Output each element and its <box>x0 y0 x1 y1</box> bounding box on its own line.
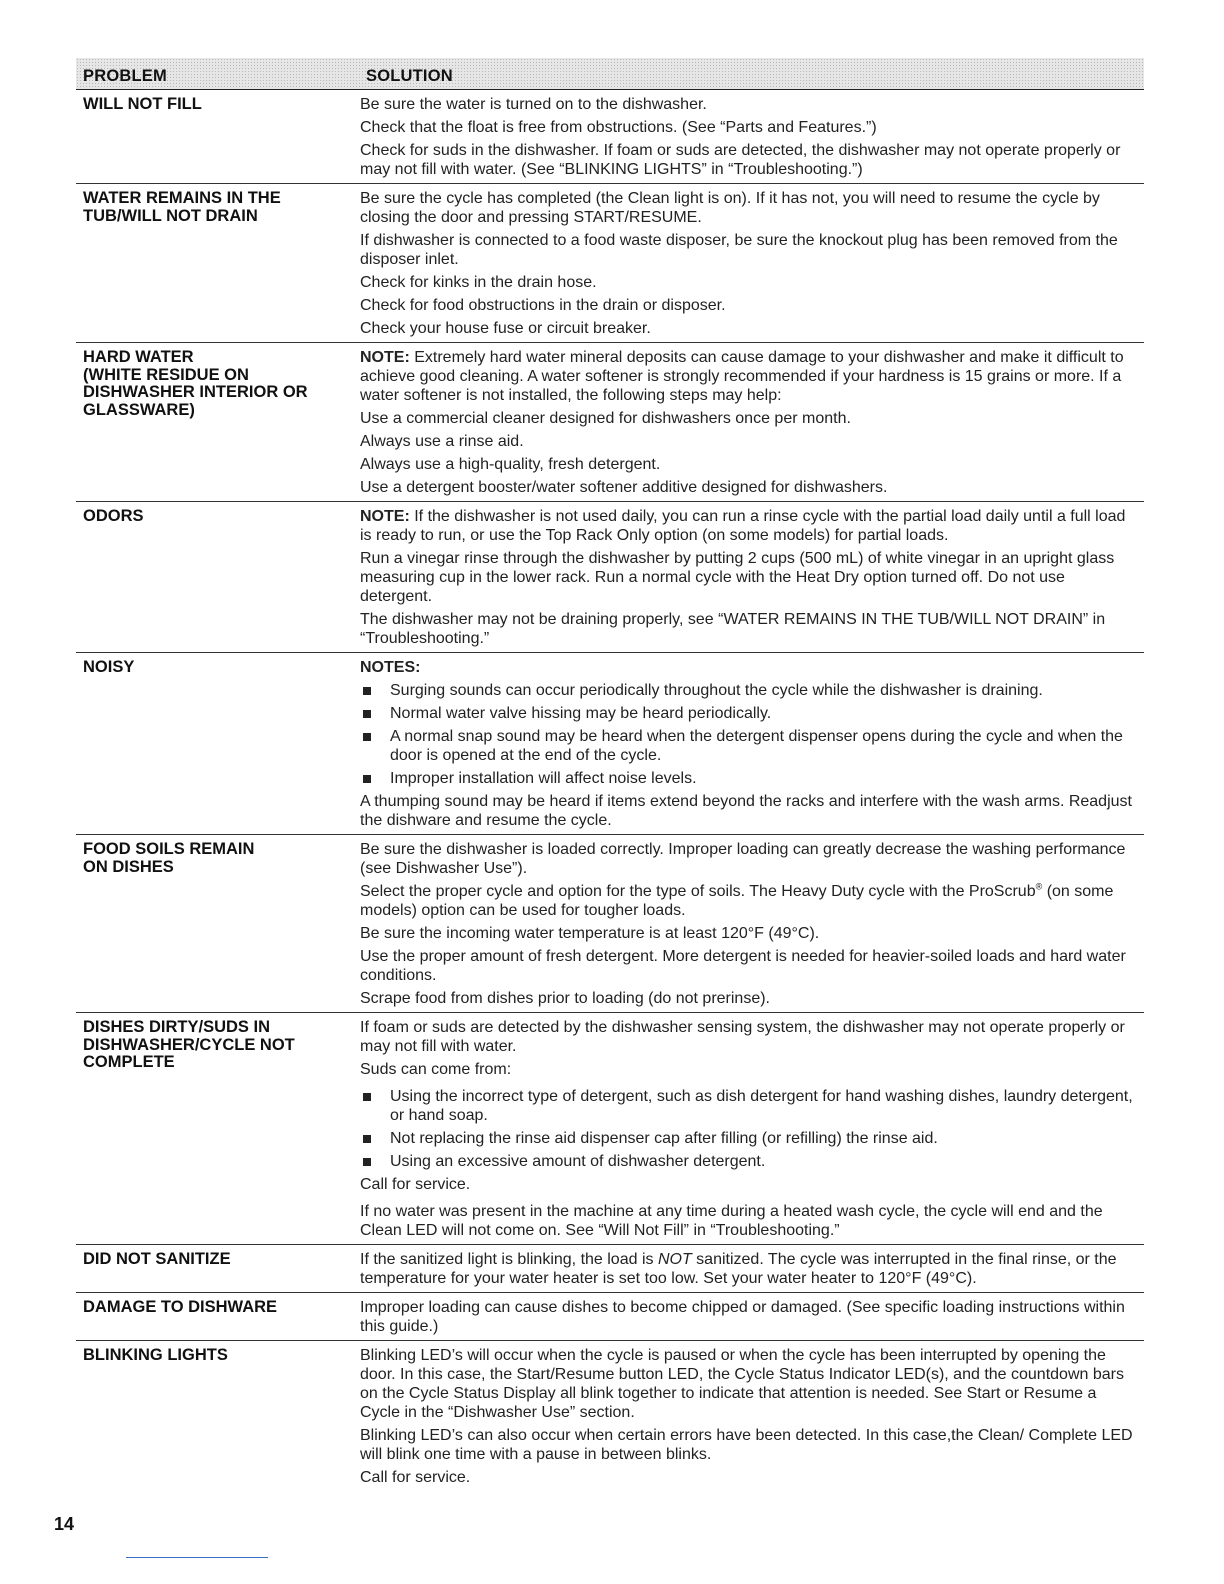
problem-label: HARD WATER <box>83 348 194 366</box>
list-item <box>360 681 1138 700</box>
table-row-dishes-dirty <box>76 1013 1144 1245</box>
footer-rule <box>126 1557 268 1558</box>
problem-cell <box>76 658 360 830</box>
problem-label: WATER REMAINS IN THE <box>83 189 281 207</box>
list-item <box>360 1129 1138 1148</box>
solution-cell <box>360 1250 1144 1288</box>
solution-text: Call for service. <box>360 1176 471 1193</box>
problem-label: FOOD SOILS REMAIN <box>83 840 255 858</box>
solution-text: A thumping sound may be heard if items extend beyond the racks and interfere with the wash arms. Readjust the dishware and resume the cycle. <box>360 793 1132 829</box>
solution-text: If no water was present in the machine at any time during a heated wash cycle, the cycle will end and the Clean LED will not come on. See “Will Not Fill” in “Troubleshooting.” <box>360 1203 1103 1239</box>
solution-text: Run a vinegar rinse through the dishwasher by putting 2 cups (500 mL) of white vinegar in an upright glass measuring cup in the lower rack. Run a normal cycle with the Heat Dry option turned off. Do not use detergent. <box>360 550 1115 605</box>
solution-text: Be sure the water is turned on to the dishwasher. <box>360 96 707 113</box>
solution-text: Always use a rinse aid. <box>360 433 524 450</box>
list-item <box>360 1152 1138 1171</box>
solution-cell <box>360 189 1144 338</box>
square-bullet-icon <box>363 1093 371 1101</box>
solution-cell <box>360 1018 1144 1240</box>
problem-label: (WHITE RESIDUE ON <box>83 365 249 384</box>
solution-text: Be sure the cycle has completed (the Clean light is on). If it has not, you will need to resume the cycle by closing the door and pressing START/RESUME. <box>360 190 1100 226</box>
note-label: NOTE: <box>360 508 410 525</box>
sanitize-emphasis: NOT <box>657 1251 692 1268</box>
solution-text: Check for suds in the dishwasher. If foam or suds are detected, the dishwasher may not operate properly or may not fill with water. (See “BLINKING LIGHTS” in “Troubleshooting.”) <box>360 142 1121 178</box>
note-paragraph <box>360 348 1138 405</box>
problem-cell <box>76 1298 360 1336</box>
problem-cell <box>76 189 360 338</box>
list-item-text: Using an excessive amount of dishwasher detergent. <box>390 1153 766 1170</box>
solution-text: Blinking LED’s will occur when the cycle is paused or when the cycle has been interrupted by opening the door. In this case, the Start/Resume button LED, the Cycle Status Indicator LED(s), and the countdown bars on the Cycle Status Display all blink together to indicate that attention is needed. See Start or Resume a Cycle in the “Dishwasher Use” section. <box>360 1347 1124 1421</box>
problem-label: DISHES DIRTY/SUDS IN <box>83 1018 271 1036</box>
square-bullet-icon <box>363 1158 371 1166</box>
solution-text: If foam or suds are detected by the dishwasher sensing system, the dishwasher may not operate properly or may not fill with water. <box>360 1019 1125 1055</box>
note-text: Extremely hard water mineral deposits can cause damage to your dishwasher and make it difficult to achieve good cleaning. A water softener is strongly recommended if your hardness is 15 grains or more. If a water softener is not installed, the following steps may help: <box>360 349 1124 404</box>
table-row-hard-water <box>76 343 1144 502</box>
square-bullet-icon <box>363 687 371 695</box>
solution-cell <box>360 1298 1144 1336</box>
solution-text: Scrape food from dishes prior to loading (do not prerinse). <box>360 990 770 1007</box>
solution-text: Be sure the incoming water temperature is at least 120°F (49°C). <box>360 925 820 942</box>
problem-label: BLINKING LIGHTS <box>83 1346 228 1364</box>
table-row-damage-to-dishware <box>76 1293 1144 1341</box>
solution-text: Check for kinks in the drain hose. <box>360 274 597 291</box>
list-item-text: Normal water valve hissing may be heard periodically. <box>390 705 772 722</box>
solution-cell <box>360 658 1144 830</box>
proscrub-paragraph <box>360 882 1138 920</box>
list-item <box>360 704 1138 723</box>
problem-cell <box>76 1250 360 1288</box>
table-row-will-not-fill <box>76 90 1144 184</box>
sanitize-paragraph <box>360 1250 1138 1288</box>
table-row-odors <box>76 502 1144 653</box>
table-row-water-remains <box>76 184 1144 343</box>
solution-text: Suds can come from: <box>360 1061 512 1078</box>
troubleshooting-table <box>76 58 1144 1491</box>
solution-text: Always use a high-quality, fresh detergent. <box>360 456 661 473</box>
list-item-text: Using the incorrect type of detergent, such as dish detergent for hand washing dishes, laundry detergent, or hand soap. <box>390 1088 1133 1124</box>
list-item-text: Surging sounds can occur periodically throughout the cycle while the dishwasher is draining. <box>390 682 1043 699</box>
list-item <box>360 769 1138 788</box>
solution-text: Use a commercial cleaner designed for dishwashers once per month. <box>360 410 851 427</box>
list-item-text: Not replacing the rinse aid dispenser cap after filling (or refilling) the rinse aid. <box>390 1130 938 1147</box>
table-row-food-soils <box>76 835 1144 1013</box>
note-label: NOTE: <box>360 349 410 366</box>
problem-cell <box>76 1346 360 1487</box>
problem-label: DAMAGE TO DISHWARE <box>83 1298 278 1316</box>
solution-text: Be sure the dishwasher is loaded correctly. Improper loading can greatly decrease the washing performance (see Dishwasher Use”). <box>360 841 1126 877</box>
solution-text: Call for service. <box>360 1469 471 1486</box>
solution-cell <box>360 840 1144 1008</box>
proscrub-text-before: Select the proper cycle and option for the type of soils. The Heavy Duty cycle with the ProScrub <box>360 883 1036 900</box>
problem-label: NOISY <box>83 658 135 676</box>
square-bullet-icon <box>363 733 371 741</box>
notes-label: NOTES: <box>360 659 421 676</box>
registered-mark: ® <box>1035 881 1043 892</box>
solution-text: Improper loading can cause dishes to become chipped or damaged. (See specific loading instructions within this guide.) <box>360 1299 1125 1335</box>
solution-column-header: SOLUTION <box>366 67 453 85</box>
list-item-text: A normal snap sound may be heard when the detergent dispenser opens during the cycle and when the door is opened at the end of the cycle. <box>390 728 1123 764</box>
problem-cell <box>76 348 360 497</box>
solution-cell <box>360 95 1144 179</box>
solution-text: Check for food obstructions in the drain or disposer. <box>360 297 726 314</box>
problem-label: ODORS <box>83 507 144 525</box>
solution-cell <box>360 1346 1144 1487</box>
page-number: 14 <box>54 1514 75 1534</box>
problem-label: DISHWASHER INTERIOR OR <box>83 383 308 401</box>
bullet-list <box>360 681 1138 788</box>
solution-text: Check your house fuse or circuit breaker. <box>360 320 651 337</box>
solution-text: Use a detergent booster/water softener additive designed for dishwashers. <box>360 479 888 496</box>
problem-cell <box>76 1018 360 1240</box>
problem-label: DISHWASHER/CYCLE NOT <box>83 1035 295 1054</box>
proscrub-text-after: (on some models) option can be used for tougher loads. <box>360 883 1114 919</box>
problem-label: DID NOT SANITIZE <box>83 1250 231 1268</box>
problem-column-header: PROBLEM <box>83 67 167 85</box>
square-bullet-icon <box>363 775 371 783</box>
list-item <box>360 1087 1138 1125</box>
problem-cell <box>76 95 360 179</box>
note-text: If the dishwasher is not used daily, you can run a rinse cycle with the partial load daily until a full load is ready to run, or use the Top Rack Only option (on some models) for partial loads. <box>360 508 1126 544</box>
problem-label: ON DISHES <box>83 857 174 876</box>
list-item-text: Improper installation will affect noise levels. <box>390 770 697 787</box>
table-row-did-not-sanitize <box>76 1245 1144 1293</box>
sanitize-text-before: If the sanitized light is blinking, the load is <box>360 1251 658 1268</box>
table-header <box>76 58 1144 90</box>
solution-text: Use the proper amount of fresh detergent. More detergent is needed for heavier-soiled loads and hard water conditions. <box>360 948 1126 984</box>
problem-cell <box>76 840 360 1008</box>
solution-cell <box>360 507 1144 648</box>
solution-text: Check that the float is free from obstructions. (See “Parts and Features.”) <box>360 119 877 136</box>
bullet-list <box>360 1087 1138 1171</box>
list-item <box>360 727 1138 765</box>
problem-cell <box>76 507 360 648</box>
sanitize-text-after: sanitized. The cycle was interrupted in the final rinse, or the temperature for your water heater is set too low. Set your water heater to 120°F (49°C). <box>360 1251 1117 1287</box>
square-bullet-icon <box>363 1135 371 1143</box>
problem-label: WILL NOT FILL <box>83 95 202 113</box>
problem-label: TUB/WILL NOT DRAIN <box>83 206 258 225</box>
solution-cell <box>360 348 1144 497</box>
table-row-blinking-lights <box>76 1341 1144 1491</box>
square-bullet-icon <box>363 710 371 718</box>
table-row-noisy <box>76 653 1144 835</box>
note-paragraph <box>360 507 1138 545</box>
solution-text: If dishwasher is connected to a food waste disposer, be sure the knockout plug has been removed from the disposer inlet. <box>360 232 1118 268</box>
solution-text: The dishwasher may not be draining properly, see “WATER REMAINS IN THE TUB/WILL NOT DRAIN” in “Troubleshooting.” <box>360 611 1106 647</box>
problem-label: GLASSWARE) <box>83 400 195 419</box>
problem-label: COMPLETE <box>83 1053 175 1071</box>
solution-text: Blinking LED’s can also occur when certain errors have been detected. In this case,the Clean/ Complete LED will blink one time with a pause in between blinks. <box>360 1427 1133 1463</box>
